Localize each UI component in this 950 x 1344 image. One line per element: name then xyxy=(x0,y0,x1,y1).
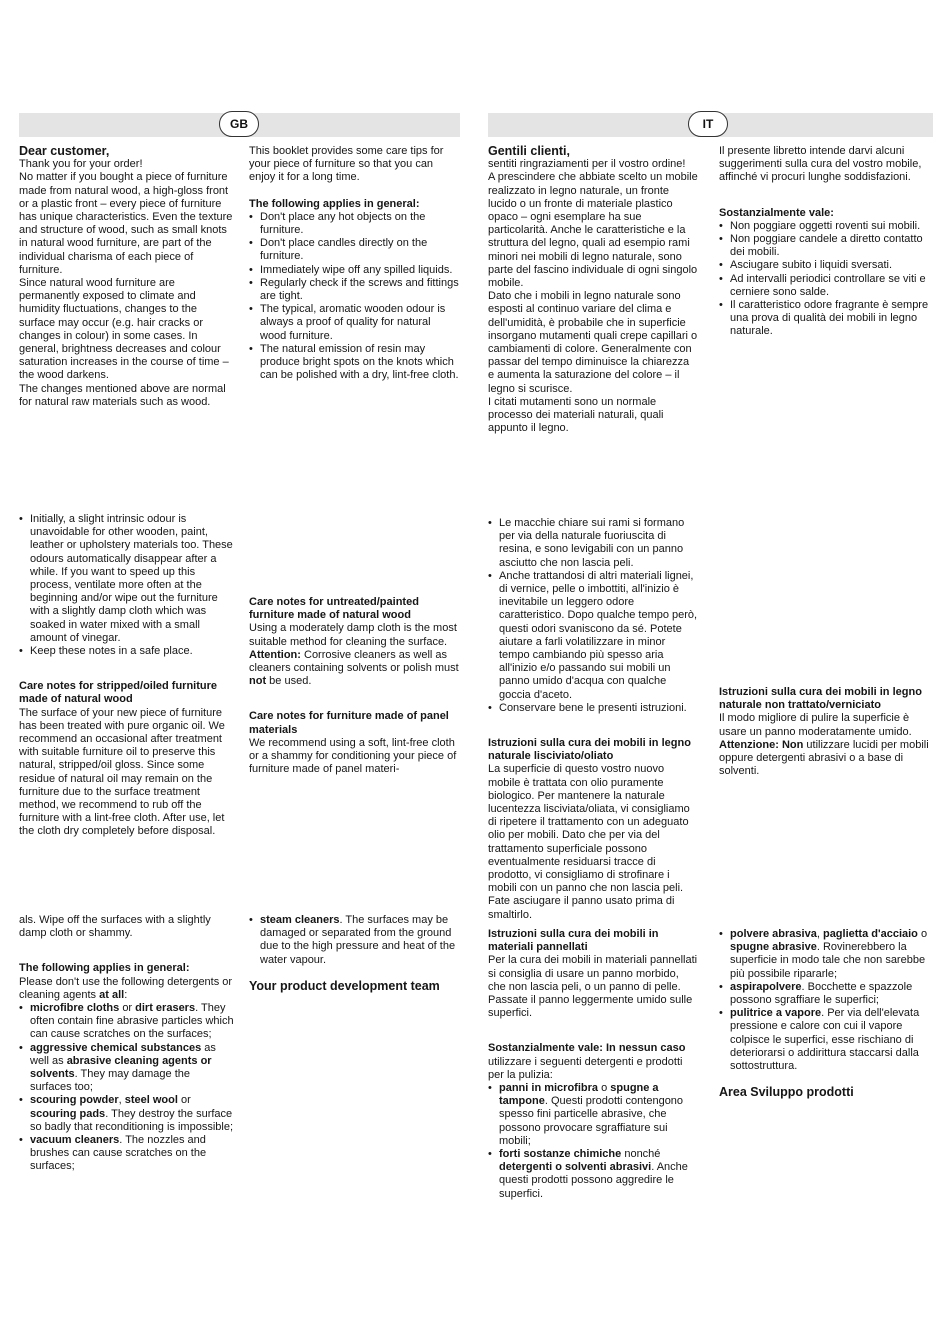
list-item: • polvere abrasiva, paglietta d'acciaio o spugne abrasive. Rovinerebbero la superficie in modo tale che non sarebbe più possibile ripararle; xyxy=(719,928,934,981)
list-item: • forti sostanze chimiche nonché detergenti o solventi abrasivi. Anche questi prodotti possono aggredire le superfici. xyxy=(488,1148,698,1201)
it-s2-col1 xyxy=(488,517,698,922)
list-item: • vacuum cleaners. The nozzles and brushes can cause scratches on the surfaces; xyxy=(19,1134,234,1174)
list-item: • Regularly check if the screws and fittings are tight. xyxy=(249,277,459,303)
gb-s1-col1 xyxy=(19,145,234,409)
gb-avoid-heading: The following applies in general: xyxy=(19,962,190,975)
it-avoid-intro: Sostanzialmente vale: In nessun caso utilizzare i seguenti detergenti e prodotti per la pulizia: xyxy=(488,1042,686,1081)
it-language-badge: IT xyxy=(688,111,728,137)
gb-general-list xyxy=(249,211,459,383)
gb-s2-col1 xyxy=(19,513,234,839)
it-s1-col1 xyxy=(488,145,698,435)
it-header-bar xyxy=(488,113,933,137)
it-general-heading: Sostanzialmente vale: xyxy=(719,206,834,219)
gb-attention-note: Attention: Corrosive cleaners as well as cleaners containing solvents or polish must not be used. xyxy=(249,648,459,688)
gb-s3-col2 xyxy=(249,914,459,993)
it-intro-paragraph-3: I citati mutamenti sono un normale processo dei materiali naturali, quali appunto il legno. xyxy=(488,395,664,435)
it-panel-heading: Istruzioni sulla cura dei mobili in materiali pannellati xyxy=(488,928,659,954)
it-panel-text: Per la cura dei mobili in materiali pannellati si consiglia di usare un panno morbido, che non lascia peli, o un panno di pelle. Passate il panno leggermente umido sulle superfici. xyxy=(488,954,698,1020)
gb-painted-text: Using a moderately damp cloth is the most suitable method for cleaning the surface. xyxy=(249,622,457,648)
list-item: • Keep these notes in a safe place. xyxy=(19,645,234,658)
gb-header-bar xyxy=(19,113,460,137)
list-item: • Le macchie chiare sui rami si formano per via della naturale fuoriuscita di resina, e sono levigabili con un panno asciutto che non lascia peli. xyxy=(488,517,698,570)
gb-language-badge: GB xyxy=(219,111,259,137)
it-s2-col2 xyxy=(719,686,934,778)
it-avoid-list xyxy=(488,1082,698,1201)
it-intro-paragraph-1: A prescindere che abbiate scelto un mobile realizzato in legno naturale, un fronte lucido o un fronte di materiale plastico opaco – ogni esemplare ha sue particolarità. Anche le caratteristiche e la struttura del legno, quali ad esempio rami minori nei mobili di legno naturale, sono parte del fascino individuale di ogni singolo mobile. xyxy=(488,171,698,290)
it-s1-col2 xyxy=(719,145,934,339)
list-item: • The typical, aromatic wooden odour is always a proof of quality for natural wood furniture. xyxy=(249,303,459,343)
gb-oiled-heading: Care notes for stripped/oiled furniture made of natural wood xyxy=(19,680,218,706)
it-general-list xyxy=(719,220,934,339)
attention-label: Attention: xyxy=(249,648,301,661)
gb-signature: Your product development team xyxy=(249,978,440,993)
list-item: • steam cleaners. The surfaces may be damaged or separated from the ground due to the high pressure and heat of the water vapour. xyxy=(249,914,459,967)
list-item: • The natural emission of resin may produce bright spots on the knots which can be polished with a dry, lint-free cloth. xyxy=(249,343,459,383)
it-intro-paragraph-2: Dato che i mobili in legno naturale sono esposti al continuo variare del clima e dell'umidità, è probabile che in superficie insorgano mutamenti quali crepe capillari o cambiamenti di colore. Generalmente con passar del tempo diminuisce la chiarezza e aumenta la saturazione del colore – il legno si scurisce. xyxy=(488,290,698,395)
it-booklet-intro: Il presente libretto intende darvi alcuni suggerimenti sulla cura del vostro mobile, affinché vi procuri lunghe soddisfazioni. xyxy=(719,145,922,184)
list-item: • panni in microfibra o spugne a tampone. Questi prodotti contengono spesso fini particelle abrasive, che possono provocare sgraffiature sui mobili; xyxy=(488,1082,698,1148)
gb-panel-text: We recommend using a soft, lint-free cloth or a shammy for conditioning your piece of furniture made of panel materi- xyxy=(249,736,457,776)
list-item: • Conservare bene le presenti istruzioni. xyxy=(488,702,698,715)
gb-odour-list xyxy=(19,513,234,658)
list-item: • aspirapolvere. Bocchette e spazzole possono sgraffiare le superfici; xyxy=(719,981,934,1007)
it-oiled-text: La superficie di questo vostro nuovo mobile è trattata con olio puramente biologico. Per mantenere la naturale lucentezza lisciviata/oliata, vi consigliamo di ripetere il trattamento con un adeguato olio per mobili. Dato che per via del trattamento superficiale possono eventualmente residuarsi tracce di prodotto, vi consigliamo di strofinare i mobili con un panno che non lascia peli. Fate asciugare il panno usato prima di smaltirlo. xyxy=(488,763,690,921)
gb-intro-paragraph-2: Since natural wood furniture are permanently exposed to climate and humidity fluctuations, changes to the surface may occur (e.g. hair cracks or changes in colour) in some cases. In general, brightness decreases and colour saturation increases in the course of time – the wood darkens. xyxy=(19,277,229,382)
it-avoid-list-cont xyxy=(719,928,934,1073)
gb-painted-heading: Care notes for untreated/painted furniture made of natural wood xyxy=(249,596,419,622)
gb-intro-paragraph-1: No matter if you bought a piece of furniture made from natural wood, a high-gloss front or a plastic front – every piece of furniture has unique characteristics. Even the texture and structure of wood, such as small knots in natural wood furniture, are part of the individual charisma of each piece of furniture. xyxy=(19,171,233,276)
list-item: • Asciugare subito i liquidi sversati. xyxy=(719,259,934,272)
gb-avoid-list-cont xyxy=(249,914,459,967)
gb-thanks: Thank you for your order! xyxy=(19,158,143,171)
it-thanks: sentiti ringraziamenti per il vostro ordine! xyxy=(488,158,686,171)
gb-oiled-text: The surface of your new piece of furniture has been treated with pure organic oil. We recommend an occasional after treatment with suitable furniture oil to preserve this natural, stripped/oil gloss. Since some residue of natural oil may remain on the furniture due to the surface treatment method, we recommend to rub off the furniture with a lint-free cloth. After use, let the cloth dry completely before disposal. xyxy=(19,706,225,838)
attention-label: Attenzione: Non xyxy=(719,738,804,751)
it-greeting: Gentili clienti, xyxy=(488,144,570,158)
gb-s3-col1 xyxy=(19,914,234,1174)
it-oiled-heading: Istruzioni sulla cura dei mobili in legno naturale lisciviato/oliato xyxy=(488,737,691,763)
gb-booklet-intro: This booklet provides some care tips for your piece of furniture so that you can enjoy it for a long time. xyxy=(249,145,444,184)
list-item: • Don't place candles directly on the furniture. xyxy=(249,237,459,263)
list-item: • Il caratteristico odore fragrante è sempre una prova di qualità dei mobili in legno naturale. xyxy=(719,299,934,339)
it-resin-list xyxy=(488,517,698,715)
it-signature: Area Sviluppo prodotti xyxy=(719,1085,854,1100)
list-item: • Anche trattandosi di altri materiali lignei, di vernice, pelle o imbottiti, all'inizio è inevitabile un leggero odore caratteristico. Dopo qualche tempo però, questi odori svaniscono da sé. Potete aiutare a farli volatilizzare in minor tempo cambiando più spesso aria all'inizio e/o passando sui mobili un panno umido d'acqua con qualche goccia d'aceto. xyxy=(488,570,698,702)
gb-avoid-list xyxy=(19,1002,234,1174)
list-item: • aggressive chemical substances as well as abrasive cleaning agents or solvents. They may damage the surfaces too; xyxy=(19,1042,234,1095)
it-painted-heading: Istruzioni sulla cura dei mobili in legno naturale non trattato/verniciato xyxy=(719,686,922,712)
gb-general-heading: The following applies in general: xyxy=(249,197,420,210)
list-item: • microfibre cloths or dirt erasers. They often contain fine abrasive particles which can cause scratches on the surfaces; xyxy=(19,1002,234,1042)
it-s3-col1 xyxy=(488,928,698,1201)
gb-s2-col2 xyxy=(249,596,459,776)
gb-panel-text-cont: als. Wipe off the surfaces with a slightly damp cloth or shammy. xyxy=(19,914,211,940)
gb-panel-heading: Care notes for furniture made of panel materials xyxy=(249,710,449,736)
list-item: • pulitrice a vapore. Per via dell'elevata pressione e calore con cui il vapore colpisce le superfici, esse rischiano di deteriorarsi o addirittura staccarsi dalla sottostruttura. xyxy=(719,1007,934,1073)
it-s3-col2 xyxy=(719,928,934,1099)
gb-s1-col2 xyxy=(249,145,459,382)
gb-greeting: Dear customer, xyxy=(19,144,110,158)
list-item: • Immediately wipe off any spilled liquids. xyxy=(249,264,459,277)
list-item: • Non poggiare candele a diretto contatto dei mobili. xyxy=(719,233,934,259)
list-item: • Initially, a slight intrinsic odour is unavoidable for other wooden, paint, leather or upholstery materials too. These odours automatically disappear after a while. If you want to speed up this process, ventilate more often at the beginning and/or wipe out the furniture with a slightly damp cloth which was soaked in water mixed with a small amount of vinegar. xyxy=(19,513,234,645)
it-attention-note: Attenzione: Non utilizzare lucidi per mobili oppure detergenti abrasivi o a base di solventi. xyxy=(719,738,929,778)
it-painted-text: Il modo migliore di pulire la superficie è usare un panno moderatamente umido. xyxy=(719,712,912,738)
gb-intro-paragraph-3: The changes mentioned above are normal for natural raw materials such as wood. xyxy=(19,382,226,408)
list-item: • scouring powder, steel wool or scouring pads. They destroy the surface so badly that reconditioning is impossible; xyxy=(19,1094,234,1134)
gb-avoid-intro: Please don't use the following detergents or cleaning agents at all: xyxy=(19,975,233,1001)
it-avoid-heading: Sostanzialmente vale: In nessun caso xyxy=(488,1042,686,1055)
list-item: • Ad intervalli periodici controllare se viti e cerniere sono salde. xyxy=(719,273,934,299)
list-item: • Non poggiare oggetti roventi sui mobili. xyxy=(719,220,934,233)
list-item: • Don't place any hot objects on the furniture. xyxy=(249,211,459,237)
